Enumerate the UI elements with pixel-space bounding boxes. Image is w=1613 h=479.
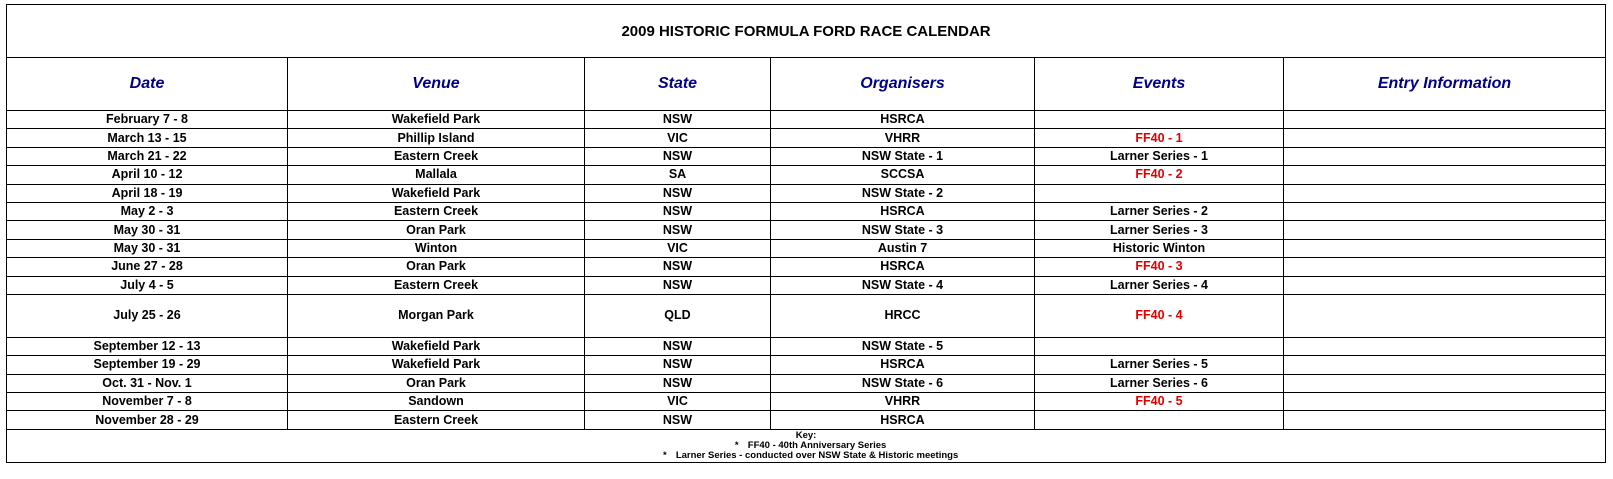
- cell-entry-information: [1284, 166, 1606, 184]
- cell-venue: Eastern Creek: [288, 202, 585, 220]
- cell-organisers: NSW State - 3: [771, 221, 1035, 239]
- column-header-state: State: [585, 58, 771, 111]
- cell-entry-information: [1284, 221, 1606, 239]
- cell-entry-information: [1284, 356, 1606, 374]
- cell-venue: Eastern Creek: [288, 276, 585, 294]
- cell-entry-information: [1284, 111, 1606, 129]
- cell-venue: Sandown: [288, 393, 585, 411]
- cell-venue: Oran Park: [288, 258, 585, 276]
- cell-organisers: NSW State - 2: [771, 184, 1035, 202]
- cell-state: NSW: [585, 276, 771, 294]
- cell-organisers: Austin 7: [771, 239, 1035, 257]
- cell-venue: Oran Park: [288, 221, 585, 239]
- cell-date: September 19 - 29: [7, 356, 288, 374]
- table-row: [7, 258, 1606, 276]
- cell-state: NSW: [585, 374, 771, 392]
- cell-organisers: HSRCA: [771, 411, 1035, 429]
- cell-entry-information: [1284, 374, 1606, 392]
- cell-date: February 7 - 8: [7, 111, 288, 129]
- cell-date: May 2 - 3: [7, 202, 288, 220]
- cell-venue: Wakefield Park: [288, 356, 585, 374]
- cell-state: NSW: [585, 337, 771, 355]
- cell-events: Larner Series - 2: [1035, 202, 1284, 220]
- table-row: [7, 374, 1606, 392]
- cell-events: [1035, 411, 1284, 429]
- cell-venue: Eastern Creek: [288, 411, 585, 429]
- cell-organisers: HSRCA: [771, 258, 1035, 276]
- cell-events: Historic Winton: [1035, 239, 1284, 257]
- cell-organisers: SCCSA: [771, 166, 1035, 184]
- cell-state: NSW: [585, 202, 771, 220]
- cell-date: July 25 - 26: [7, 294, 288, 337]
- table-row: [7, 337, 1606, 355]
- cell-date: March 13 - 15: [7, 129, 288, 147]
- cell-state: SA: [585, 166, 771, 184]
- table-row: [7, 239, 1606, 257]
- cell-organisers: NSW State - 6: [771, 374, 1035, 392]
- cell-organisers: NSW State - 1: [771, 147, 1035, 165]
- cell-date: March 21 - 22: [7, 147, 288, 165]
- cell-date: November 28 - 29: [7, 411, 288, 429]
- table-row: [7, 184, 1606, 202]
- cell-entry-information: [1284, 129, 1606, 147]
- key-heading: Key:: [795, 429, 817, 441]
- cell-state: NSW: [585, 184, 771, 202]
- cell-organisers: HRCC: [771, 294, 1035, 337]
- cell-state: VIC: [585, 393, 771, 411]
- cell-organisers: HSRCA: [771, 356, 1035, 374]
- cell-venue: Phillip Island: [288, 129, 585, 147]
- table-row: [7, 166, 1606, 184]
- table-row: [7, 111, 1606, 129]
- cell-venue: Winton: [288, 239, 585, 257]
- table-row: [7, 294, 1606, 337]
- cell-date: June 27 - 28: [7, 258, 288, 276]
- cell-organisers: HSRCA: [771, 111, 1035, 129]
- cell-date: Oct. 31 - Nov. 1: [7, 374, 288, 392]
- cell-state: NSW: [585, 221, 771, 239]
- cell-events: FF40 - 2: [1035, 166, 1284, 184]
- table-row: [7, 129, 1606, 147]
- cell-entry-information: [1284, 411, 1606, 429]
- key-text-ff40: FF40 - 40th Anniversary Series: [747, 439, 887, 451]
- table-row: [7, 221, 1606, 239]
- cell-state: NSW: [585, 111, 771, 129]
- cell-state: NSW: [585, 356, 771, 374]
- cell-organisers: VHRR: [771, 393, 1035, 411]
- cell-state: QLD: [585, 294, 771, 337]
- cell-entry-information: [1284, 258, 1606, 276]
- table-row: [7, 276, 1606, 294]
- cell-venue: Wakefield Park: [288, 337, 585, 355]
- calendar-sheet: [6, 4, 1605, 463]
- table-row: [7, 356, 1606, 374]
- column-header-entry-information: Entry Information: [1284, 58, 1606, 111]
- cell-events: FF40 - 3: [1035, 258, 1284, 276]
- cell-date: May 30 - 31: [7, 239, 288, 257]
- cell-date: April 18 - 19: [7, 184, 288, 202]
- cell-entry-information: [1284, 393, 1606, 411]
- cell-events: [1035, 337, 1284, 355]
- column-header-organisers: Organisers: [771, 58, 1035, 111]
- page-title: 2009 HISTORIC FORMULA FORD RACE CALENDAR: [7, 5, 1606, 58]
- cell-events: FF40 - 5: [1035, 393, 1284, 411]
- cell-state: VIC: [585, 239, 771, 257]
- cell-state: VIC: [585, 129, 771, 147]
- race-calendar-table: [6, 4, 1606, 463]
- cell-entry-information: [1284, 184, 1606, 202]
- cell-events: Larner Series - 6: [1035, 374, 1284, 392]
- cell-organisers: VHRR: [771, 129, 1035, 147]
- key-bullet: *: [662, 449, 667, 461]
- cell-events: Larner Series - 4: [1035, 276, 1284, 294]
- cell-date: November 7 - 8: [7, 393, 288, 411]
- cell-venue: Mallala: [288, 166, 585, 184]
- cell-venue: Oran Park: [288, 374, 585, 392]
- key-text-larner: Larner Series - conducted over NSW State & Historic meetings: [675, 449, 959, 461]
- cell-entry-information: [1284, 239, 1606, 257]
- cell-events: [1035, 111, 1284, 129]
- cell-entry-information: [1284, 147, 1606, 165]
- table-row: [7, 393, 1606, 411]
- cell-entry-information: [1284, 202, 1606, 220]
- cell-events: Larner Series - 3: [1035, 221, 1284, 239]
- cell-events: [1035, 184, 1284, 202]
- cell-organisers: HSRCA: [771, 202, 1035, 220]
- column-header-date: Date: [7, 58, 288, 111]
- cell-state: NSW: [585, 411, 771, 429]
- cell-date: May 30 - 31: [7, 221, 288, 239]
- cell-venue: Wakefield Park: [288, 184, 585, 202]
- cell-date: April 10 - 12: [7, 166, 288, 184]
- cell-state: NSW: [585, 258, 771, 276]
- cell-organisers: NSW State - 4: [771, 276, 1035, 294]
- cell-venue: Eastern Creek: [288, 147, 585, 165]
- cell-events: FF40 - 4: [1035, 294, 1284, 337]
- key-line-larner: [7, 451, 1605, 461]
- cell-state: NSW: [585, 147, 771, 165]
- cell-date: September 12 - 13: [7, 337, 288, 355]
- key-bullet: *: [734, 439, 739, 451]
- cell-events: Larner Series - 1: [1035, 147, 1284, 165]
- column-header-events: Events: [1035, 58, 1284, 111]
- cell-events: Larner Series - 5: [1035, 356, 1284, 374]
- cell-date: July 4 - 5: [7, 276, 288, 294]
- cell-entry-information: [1284, 294, 1606, 337]
- cell-venue: Wakefield Park: [288, 111, 585, 129]
- cell-organisers: NSW State - 5: [771, 337, 1035, 355]
- key-legend: [7, 429, 1606, 462]
- column-header-venue: Venue: [288, 58, 585, 111]
- header-row: [7, 58, 1606, 111]
- table-row: [7, 411, 1606, 429]
- cell-events: FF40 - 1: [1035, 129, 1284, 147]
- table-row: [7, 202, 1606, 220]
- cell-venue: Morgan Park: [288, 294, 585, 337]
- table-row: [7, 147, 1606, 165]
- cell-entry-information: [1284, 337, 1606, 355]
- cell-entry-information: [1284, 276, 1606, 294]
